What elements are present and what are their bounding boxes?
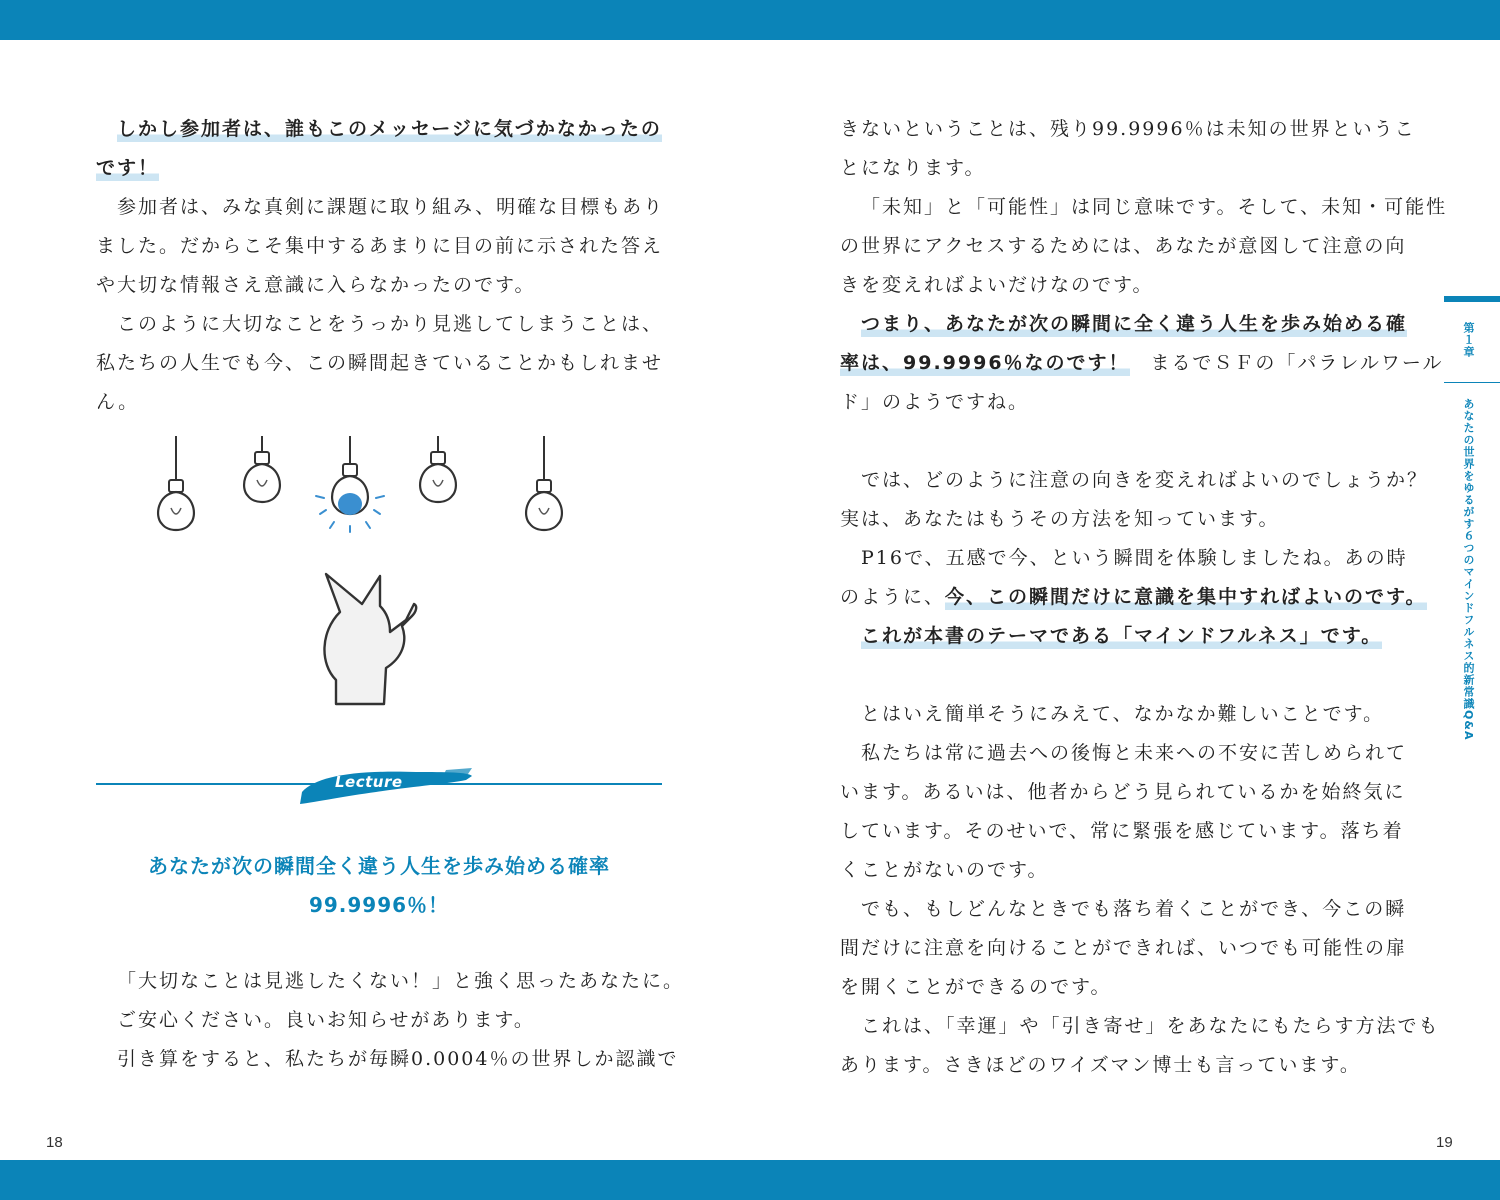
text-line: 私たちの人生でも今、この瞬間起きていることかもしれませ	[96, 352, 664, 374]
text-segment: とになります。	[840, 157, 986, 179]
text-line	[840, 968, 1415, 1007]
text-line	[840, 461, 1429, 500]
text-line	[840, 149, 1415, 188]
text-line	[840, 773, 1415, 812]
text-line	[840, 539, 1415, 578]
page-number-left: 18	[46, 1134, 63, 1151]
text-segment: P16で、五感で今、という瞬間を体験しましたね。あの時	[861, 547, 1408, 569]
highlighted-text: つまり、あなたが次の瞬間に全く違う人生を歩み始める確	[861, 313, 1408, 335]
text-line	[840, 1046, 1415, 1085]
text-line: ました。だからこそ集中するあまりに目の前に示された答え	[96, 235, 664, 257]
text-segment: でも、もしどんなときでも落ち着くことができ、今この瞬	[861, 898, 1407, 920]
light-bulb-icon	[420, 436, 456, 502]
text-line	[840, 617, 1415, 656]
lecture-heading-line2: 99.9996％！	[308, 893, 450, 917]
chapter-tab-bar	[1444, 296, 1500, 302]
text-segment: を開くことができるのです。	[840, 976, 1112, 998]
text-line: しかし参加者は、誰もこのメッセージに気づかなかったの	[117, 118, 662, 140]
text-line	[840, 305, 1415, 344]
text-line: 引き算をすると、私たちが毎瞬0.0004％の世界しか認識で	[117, 1048, 679, 1070]
text-segment: 実は、あなたはもうその方法を知っています。	[840, 508, 1280, 530]
highlighted-text: これが本書のテーマである「マインドフルネス」です。	[861, 625, 1383, 647]
left-body-text	[96, 110, 666, 422]
text-segment: まるでＳＦの「パラレルワール	[1129, 352, 1444, 374]
text-segment: あります。さきほどのワイズマン博士も言っています。	[840, 1054, 1361, 1076]
text-line	[840, 890, 1415, 929]
paragraph-gap	[840, 656, 1415, 695]
lecture-heading-line1: あなたが次の瞬間全く違う人生を歩み始める確率	[148, 854, 610, 878]
text-segment: くことがないのです。	[840, 859, 1049, 881]
light-bulb-lit-icon	[316, 436, 384, 532]
text-segment: います。あるいは、他者からどう見られているかを始終気に	[840, 781, 1406, 803]
bottom-color-band	[0, 1160, 1500, 1200]
text-line	[840, 695, 1415, 734]
text-line	[840, 344, 1444, 383]
text-line: ご安心ください。良いお知らせがあります。	[117, 1009, 535, 1031]
text-line: ん。	[96, 391, 140, 413]
text-line: 参加者は、みな真剣に課題に取り組み、明確な目標もあり	[117, 196, 665, 218]
chapter-subtitle: あなたの世界をゆるがす６つのマインドフルネス的新常識Q&A	[1462, 398, 1475, 741]
text-segment: これは、「幸運」や「引き寄せ」をあなたにもたらす方法でも	[861, 1015, 1440, 1037]
left-after-text	[96, 962, 685, 1079]
text-segment: 間だけに注意を向けることができれば、いつでも可能性の扉	[840, 937, 1408, 959]
text-line	[840, 734, 1415, 773]
light-bulb-icon	[526, 436, 562, 530]
text-line	[840, 266, 1415, 305]
text-line: です！	[96, 157, 160, 179]
text-line	[840, 1007, 1440, 1046]
text-line	[840, 227, 1415, 266]
page-number-right: 19	[1436, 1134, 1453, 1151]
text-segment: 「未知」と「可能性」は同じ意味です。そして、未知・可能性	[861, 196, 1448, 218]
lecture-label: Lecture	[335, 773, 403, 791]
text-line	[840, 812, 1415, 851]
text-line	[840, 851, 1415, 890]
text-line: 「大切なことは見逃したくない！」と強く思ったあなたに。	[117, 970, 685, 992]
text-segment: きを変えればよいだけなのです。	[840, 274, 1154, 296]
light-bulb-icon	[244, 436, 280, 502]
cat-pointing-icon	[324, 574, 416, 704]
text-segment: の世界にアクセスするためには、あなたが意図して注意の向	[840, 235, 1407, 257]
text-line	[840, 188, 1448, 227]
text-line: や大切な情報さえ意識に入らなかったのです。	[96, 274, 536, 296]
highlighted-text: 率は、99.9996％なのです！	[840, 352, 1130, 374]
right-body-text	[840, 110, 1448, 1085]
text-line	[840, 500, 1415, 539]
text-segment: きないということは、残り99.9996％は未知の世界というこ	[840, 118, 1416, 140]
text-segment: 私たちは常に過去への後悔と未来への不安に苦しめられて	[861, 742, 1408, 764]
light-bulb-icon	[158, 436, 194, 530]
text-line	[840, 929, 1415, 968]
paragraph-gap	[840, 422, 1415, 461]
text-segment: のように、	[840, 586, 946, 608]
top-color-band	[0, 0, 1500, 40]
text-line	[840, 110, 1415, 149]
text-line	[840, 383, 1415, 422]
bulbs-and-cat-illustration	[140, 436, 580, 706]
highlighted-text: 今、この瞬間だけに意識を集中すればよいのです。	[945, 586, 1427, 608]
text-segment: では、どのように注意の向きを変えればよいのでしょうか？	[861, 469, 1429, 491]
text-segment: ド」のようですね。	[840, 391, 1030, 413]
text-segment: とはいえ簡単そうにみえて、なかなか難しいことです。	[861, 703, 1385, 725]
chapter-label: 第１章	[1462, 322, 1475, 358]
chapter-tab-rule	[1444, 382, 1500, 383]
text-line: このように大切なことをうっかり見逃してしまうことは、	[117, 313, 664, 335]
text-segment: しています。そのせいで、常に緊張を感じています。落ち着	[840, 820, 1404, 842]
text-line	[840, 578, 1427, 617]
